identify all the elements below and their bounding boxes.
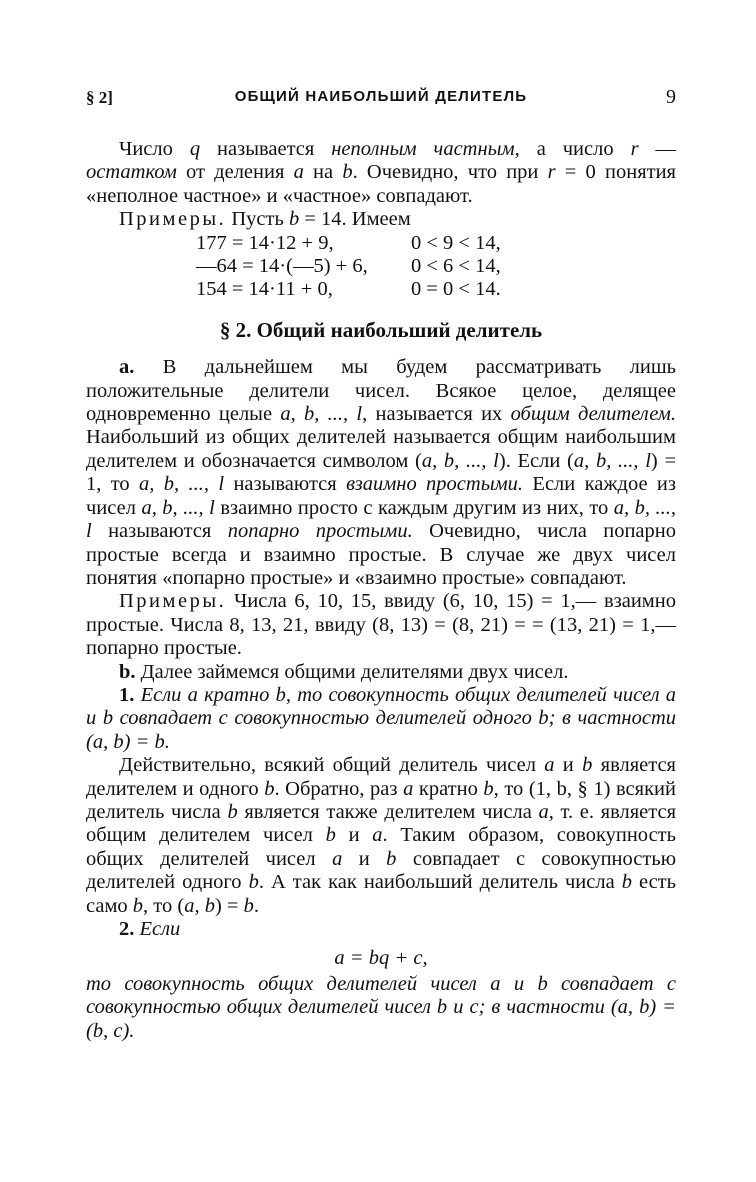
intro-paragraph: Число q называется неполным частным, а число r — остатком от деления a на b. Очевидно, что при r = 0 понятия «неполное частное» и «частное» совпадают.	[86, 138, 676, 207]
claim-2-statement: то совокупность общих делителей чисел a и b совпадает с совокупностью общих делителей чисел b и c; в частности (a, b) = (b, c).	[86, 972, 677, 1042]
equation-right: 0 = 0 < 14.	[411, 278, 501, 301]
page-number: 9	[666, 86, 676, 108]
equation-right: 0 < 6 < 14,	[411, 255, 501, 278]
section-heading: § 2. Общий наибольший делитель	[219, 317, 543, 342]
header-section-ref: § 2]	[86, 88, 113, 107]
page-body	[86, 138, 676, 1043]
examples-intro-paragraph: Примеры. Пусть b = 14. Имеем	[119, 208, 411, 231]
equation-left: 154 = 14·11 + 0,	[196, 278, 333, 301]
claim-2-lead: 2. Если	[119, 918, 181, 940]
paragraph-b: b. Далее займемся общими делителями двух чисел.	[119, 660, 569, 683]
claim-2-equation: a = bq + c,	[334, 947, 428, 970]
header-title: ОБЩИЙ НАИБОЛЬШИЙ ДЕЛИТЕЛЬ	[234, 88, 528, 105]
equation-right: 0 < 9 < 14,	[411, 231, 501, 254]
equation-left: —64 = 14·(—5) + 6,	[196, 255, 368, 278]
division-examples-table	[196, 232, 501, 302]
running-header	[86, 88, 676, 112]
examples-paragraph: Примеры. Числа 6, 10, 15, ввиду (6, 10, 15) = 1,— взаимно простые. Числа 8, 13, 21, ввиду (8, 13) = (8, 21) = = (13, 21) = 1,— попарно простые.	[86, 590, 676, 660]
equation-row	[196, 255, 501, 278]
equation-row	[196, 232, 501, 255]
claim-1: 1. Если a кратно b, то совокупность общих делителей чисел a и b совпадает с совокупностью делителей одного b; в частности (a, b) = b.	[86, 683, 676, 753]
equation-left: 177 = 14·12 + 9,	[196, 231, 334, 254]
equation-row	[196, 278, 501, 301]
paragraph-a: a. В дальнейшем мы будем рассматривать лишь положительные делители чисел. Всякое целое, делящее одновременно целые a, b, ..., l, называется их общим делителем. Наибольший из общих делителей называется общим наибольшим делителем и обозначается символом (a, b, ..., l). Если (a, b, ..., l) = 1, то a, b, ..., l называются взаимно простыми. Если каждое из чисел a, b, ..., l взаимно просто с каждым другим из них, то a, b, ..., l называются попарно простыми. Очевидно, числа попарно простые всегда и взаимно простые. В случае же двух чисел понятия «попарно простые» и «взаимно простые» совпадают.	[86, 356, 677, 589]
proof-1: Действительно, всякий общий делитель чисел a и b является делителем и одного b. Обратно, раз a кратно b, то (1, b, § 1) всякий делитель числа b является также делителем числа a, т. е. является общим делителем чисел b и a. Таким образом, совокупность общих делителей чисел a и b совпадает с совокупностью делителей одного b. А так как наибольший делитель числа b есть само b, то (a, b) = b.	[86, 754, 677, 917]
